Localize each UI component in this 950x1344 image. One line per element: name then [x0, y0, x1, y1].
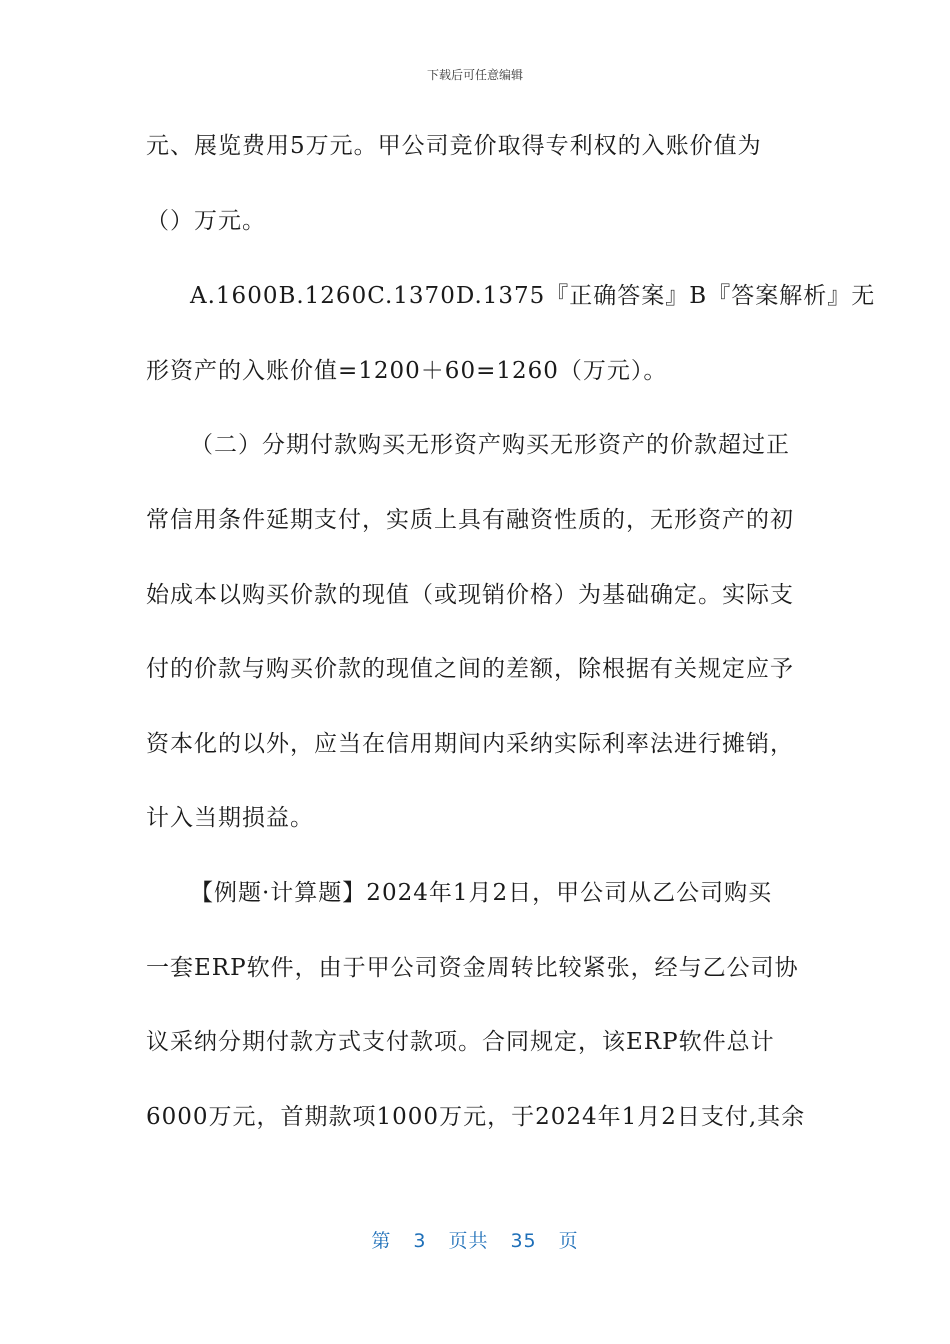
- footer-middle: 页共: [448, 1230, 489, 1252]
- body-line-13: 议采纳分期付款方式支付款项。合同规定，该ERP软件总计: [146, 1029, 775, 1055]
- body-line-10: 计入当期损益。: [146, 805, 314, 831]
- body-line-7: 始成本以购买价款的现值（或现销价格）为基础确定。实际支: [146, 582, 794, 608]
- body-line-9: 资本化的以外，应当在信用期间内采纳实际利率法进行摊销，: [146, 731, 794, 757]
- body-line-4: 形资产的入账价值=1200＋60=1260（万元）。: [146, 358, 668, 384]
- body-line-2: （）万元。: [146, 208, 266, 234]
- footer-total-pages: 35: [510, 1230, 537, 1252]
- body-line-5: （二）分期付款购买无形资产购买无形资产的价款超过正: [190, 432, 790, 458]
- body-line-14: 6000万元，首期款项1000万元，于2024年1月2日支付,其余: [146, 1104, 806, 1130]
- body-line-3: A.1600B.1260C.1370D.1375『正确答案』B『答案解析』无: [190, 283, 876, 309]
- body-line-11: 【例题·计算题】2024年1月2日，甲公司从乙公司购买: [190, 880, 773, 906]
- page-header: 下载后可任意编辑: [426, 68, 523, 82]
- body-line-12: 一套ERP软件，由于甲公司资金周转比较紧张，经与乙公司协: [146, 955, 799, 981]
- body-line-6: 常信用条件延期支付，实质上具有融资性质的，无形资产的初: [146, 507, 794, 533]
- page-footer: [0, 1226, 950, 1253]
- footer-suffix: 页: [558, 1230, 579, 1252]
- footer-page-number: 3: [413, 1230, 427, 1252]
- body-line-1: 元、展览费用5万元。甲公司竞价取得专利权的入账价值为: [146, 133, 762, 159]
- body-line-8: 付的价款与购买价款的现值之间的差额，除根据有关规定应予: [146, 656, 794, 682]
- footer-prefix: 第: [371, 1230, 392, 1252]
